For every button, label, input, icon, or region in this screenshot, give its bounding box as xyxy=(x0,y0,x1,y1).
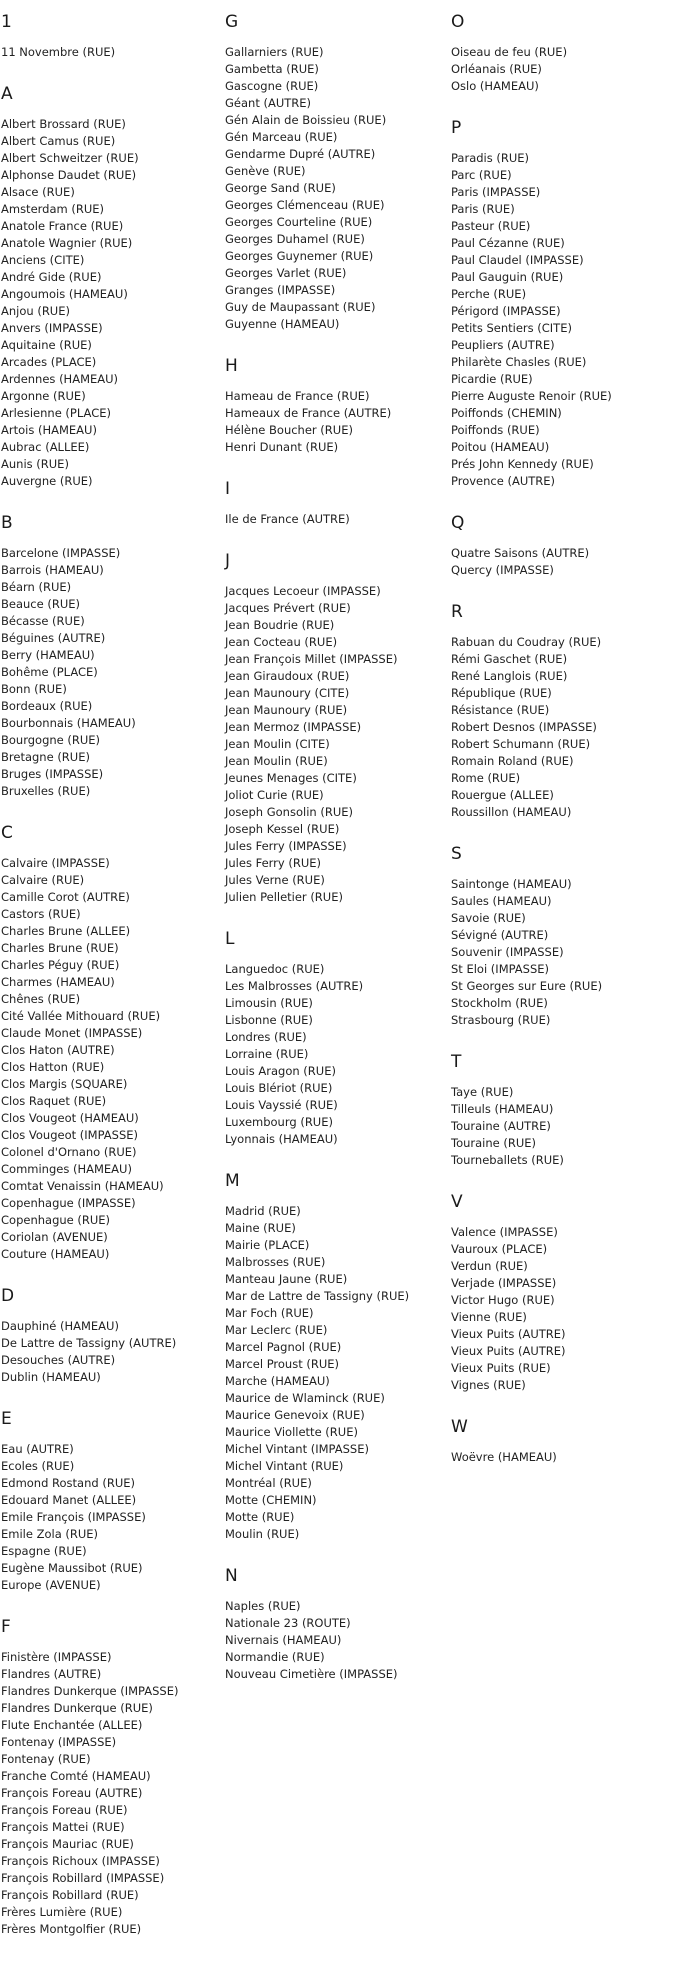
street-link[interactable]: Stockholm (RUE) xyxy=(451,996,548,1010)
street-link[interactable]: Flute Enchantée (ALLEE) xyxy=(1,1718,143,1732)
street-link[interactable]: Maurice Genevoix (RUE) xyxy=(225,1408,365,1422)
street-link[interactable]: Georges Duhamel (RUE) xyxy=(225,232,365,246)
street-link[interactable]: Castors (RUE) xyxy=(1,907,81,921)
street-link[interactable]: Perche (RUE) xyxy=(451,287,527,301)
street-link[interactable]: Savoie (RUE) xyxy=(451,911,526,925)
street-link[interactable]: Béguines (AUTRE) xyxy=(1,631,106,645)
letter-heading: G xyxy=(225,12,239,32)
letter-group xyxy=(451,12,671,95)
street-link[interactable]: Georges Varlet (RUE) xyxy=(225,266,347,280)
street-link[interactable]: Nouveau Cimetière (IMPASSE) xyxy=(225,1667,398,1681)
street-link[interactable]: Barcelone (IMPASSE) xyxy=(1,546,121,560)
street-link[interactable]: René Langlois (RUE) xyxy=(451,669,568,683)
street-link[interactable]: Guyenne (HAMEAU) xyxy=(225,317,340,331)
street-link[interactable]: Ile de France (AUTRE) xyxy=(225,512,350,526)
street-list xyxy=(451,150,671,490)
street-link[interactable]: Valence (IMPASSE) xyxy=(451,1225,558,1239)
letter-heading: W xyxy=(451,1417,468,1437)
letter-heading: A xyxy=(1,84,13,104)
street-link[interactable]: Jean Cocteau (RUE) xyxy=(225,635,338,649)
street-link[interactable]: Nationale 23 (ROUTE) xyxy=(225,1616,351,1630)
street-list xyxy=(451,1224,671,1394)
street-link[interactable]: Chênes (RUE) xyxy=(1,992,81,1006)
street-link[interactable]: Joliot Curie (RUE) xyxy=(225,788,324,802)
street-link[interactable]: Marcel Pagnol (RUE) xyxy=(225,1340,342,1354)
street-link[interactable]: Michel Vintant (RUE) xyxy=(225,1459,344,1473)
street-link[interactable]: Taye (RUE) xyxy=(451,1085,514,1099)
letter-heading: C xyxy=(1,823,13,843)
street-link[interactable]: Mairie (PLACE) xyxy=(225,1238,310,1252)
street-link[interactable]: Emile Zola (RUE) xyxy=(1,1527,99,1541)
street-link[interactable]: Béarn (RUE) xyxy=(1,580,72,594)
street-link[interactable]: Vieux Puits (AUTRE) xyxy=(451,1344,566,1358)
street-link[interactable]: Barrois (HAMEAU) xyxy=(1,563,104,577)
street-link[interactable]: Bécasse (RUE) xyxy=(1,614,85,628)
street-link[interactable]: Flandres (AUTRE) xyxy=(1,1667,102,1681)
street-link[interactable]: Géant (AUTRE) xyxy=(225,96,312,110)
street-list xyxy=(225,961,445,1148)
street-link[interactable]: Clos Vougeot (IMPASSE) xyxy=(1,1128,139,1142)
street-link[interactable]: Calvaire (RUE) xyxy=(1,873,85,887)
street-link[interactable]: Mar Foch (RUE) xyxy=(225,1306,314,1320)
street-link[interactable]: Argonne (RUE) xyxy=(1,389,86,403)
street-link[interactable]: Europe (AVENUE) xyxy=(1,1578,101,1592)
street-link[interactable]: Jacques Lecoeur (IMPASSE) xyxy=(225,584,381,598)
letter-group xyxy=(1,84,221,490)
street-list xyxy=(225,511,445,528)
letter-heading: L xyxy=(225,929,235,949)
street-link[interactable]: Vauroux (PLACE) xyxy=(451,1242,548,1256)
street-link[interactable]: Poitou (HAMEAU) xyxy=(451,440,550,454)
street-link[interactable]: Saules (HAMEAU) xyxy=(451,894,552,908)
street-link[interactable]: Languedoc (RUE) xyxy=(225,962,325,976)
street-link[interactable]: Jules Ferry (IMPASSE) xyxy=(225,839,347,853)
street-link[interactable]: Pasteur (RUE) xyxy=(451,219,531,233)
street-link[interactable]: François Foreau (RUE) xyxy=(1,1803,128,1817)
street-link[interactable]: Colonel d'Ornano (RUE) xyxy=(1,1145,137,1159)
street-link[interactable]: Desouches (AUTRE) xyxy=(1,1353,116,1367)
letter-heading: 1 xyxy=(1,12,12,32)
street-link[interactable]: Arlesienne (PLACE) xyxy=(1,406,111,420)
street-link[interactable]: Aubrac (ALLEE) xyxy=(1,440,90,454)
street-link[interactable]: Parc (RUE) xyxy=(451,168,512,182)
street-link[interactable]: Henri Dunant (RUE) xyxy=(225,440,339,454)
street-link[interactable]: Lorraine (RUE) xyxy=(225,1047,309,1061)
street-link[interactable]: Cité Vallée Mithouard (RUE) xyxy=(1,1009,161,1023)
street-link[interactable]: Edouard Manet (ALLEE) xyxy=(1,1493,137,1507)
letter-group xyxy=(1,1617,221,1938)
street-link[interactable]: Louis Aragon (RUE) xyxy=(225,1064,336,1078)
street-link[interactable]: François Robillard (IMPASSE) xyxy=(1,1871,165,1885)
street-link[interactable]: Hameaux de France (AUTRE) xyxy=(225,406,392,420)
letter-heading: F xyxy=(1,1617,11,1637)
street-link[interactable]: Dauphiné (HAMEAU) xyxy=(1,1319,119,1333)
letter-group xyxy=(451,1052,671,1169)
street-link[interactable]: Rémi Gaschet (RUE) xyxy=(451,652,568,666)
street-list xyxy=(1,1318,221,1386)
street-link[interactable]: Résistance (RUE) xyxy=(451,703,550,717)
street-link[interactable]: Provence (AUTRE) xyxy=(451,474,556,488)
street-link[interactable]: Tilleuls (HAMEAU) xyxy=(451,1102,554,1116)
street-link[interactable]: Coriolan (AVENUE) xyxy=(1,1230,108,1244)
street-link[interactable]: Bourbonnais (HAMEAU) xyxy=(1,716,136,730)
street-link[interactable]: Luxembourg (RUE) xyxy=(225,1115,333,1129)
street-list xyxy=(451,545,671,579)
street-list xyxy=(451,1084,671,1169)
street-link[interactable]: Orléanais (RUE) xyxy=(451,62,542,76)
street-link[interactable]: Louis Blériot (RUE) xyxy=(225,1081,333,1095)
street-link[interactable]: Clos Vougeot (HAMEAU) xyxy=(1,1111,139,1125)
street-link[interactable]: Julien Pelletier (RUE) xyxy=(225,890,343,904)
street-link[interactable]: Flandres Dunkerque (IMPASSE) xyxy=(1,1684,179,1698)
street-link[interactable]: Copenhague (IMPASSE) xyxy=(1,1196,136,1210)
street-link[interactable]: Montréal (RUE) xyxy=(225,1476,312,1490)
street-link[interactable]: Paul Gauguin (RUE) xyxy=(451,270,564,284)
street-link[interactable]: Paris (IMPASSE) xyxy=(451,185,541,199)
street-link[interactable]: Maurice de Wlaminck (RUE) xyxy=(225,1391,385,1405)
letter-group xyxy=(1,1409,221,1594)
street-link[interactable]: Clos Margis (SQUARE) xyxy=(1,1077,128,1091)
street-link[interactable]: Vieux Puits (RUE) xyxy=(451,1361,551,1375)
letter-group xyxy=(451,844,671,1029)
street-link[interactable]: Berry (HAMEAU) xyxy=(1,648,95,662)
street-link[interactable]: Louis Vayssié (RUE) xyxy=(225,1098,338,1112)
street-link[interactable]: Comtat Venaissin (HAMEAU) xyxy=(1,1179,164,1193)
street-link[interactable]: Touraine (RUE) xyxy=(451,1136,537,1150)
street-link[interactable]: Philarète Chasles (RUE) xyxy=(451,355,587,369)
letter-heading: R xyxy=(451,602,463,622)
street-link[interactable]: Gallarniers (RUE) xyxy=(225,45,324,59)
street-link[interactable]: Jean Maunoury (RUE) xyxy=(225,703,348,717)
letter-heading: Q xyxy=(451,513,465,533)
street-link[interactable]: Picardie (RUE) xyxy=(451,372,533,386)
letter-heading: J xyxy=(225,551,231,571)
letter-heading: M xyxy=(225,1171,240,1191)
street-link[interactable]: Woëvre (HAMEAU) xyxy=(451,1450,557,1464)
street-link[interactable]: De Lattre de Tassigny (AUTRE) xyxy=(1,1336,177,1350)
street-link[interactable]: Paradis (RUE) xyxy=(451,151,530,165)
street-link[interactable]: Poiffonds (CHEMIN) xyxy=(451,406,562,420)
street-link[interactable]: Georges Courteline (RUE) xyxy=(225,215,373,229)
street-link[interactable]: Lyonnais (HAMEAU) xyxy=(225,1132,338,1146)
letter-group xyxy=(225,12,445,333)
street-link[interactable]: Bourgogne (RUE) xyxy=(1,733,101,747)
street-link[interactable]: Mar Leclerc (RUE) xyxy=(225,1323,328,1337)
street-link[interactable]: Jean Giraudoux (RUE) xyxy=(225,669,350,683)
street-link[interactable]: Vieux Puits (AUTRE) xyxy=(451,1327,566,1341)
street-link[interactable]: Saintonge (HAMEAU) xyxy=(451,877,572,891)
street-link[interactable]: Normandie (RUE) xyxy=(225,1650,325,1664)
street-link[interactable]: Périgord (IMPASSE) xyxy=(451,304,561,318)
street-link[interactable]: Clos Hatton (RUE) xyxy=(1,1060,105,1074)
street-link[interactable]: Angoumois (HAMEAU) xyxy=(1,287,128,301)
street-link[interactable]: Vignes (RUE) xyxy=(451,1378,526,1392)
street-link[interactable]: George Sand (RUE) xyxy=(225,181,336,195)
street-link[interactable]: Romain Roland (RUE) xyxy=(451,754,574,768)
street-link[interactable]: Manteau Jaune (RUE) xyxy=(225,1272,348,1286)
street-link[interactable]: Eau (AUTRE) xyxy=(1,1442,74,1456)
street-link[interactable]: Georges Guynemer (RUE) xyxy=(225,249,374,263)
street-link[interactable]: François Foreau (AUTRE) xyxy=(1,1786,143,1800)
street-link[interactable]: Rome (RUE) xyxy=(451,771,521,785)
street-link[interactable]: Moulin (RUE) xyxy=(225,1527,300,1541)
street-link[interactable]: Joseph Gonsolin (RUE) xyxy=(225,805,353,819)
street-link[interactable]: Anjou (RUE) xyxy=(1,304,70,318)
street-list xyxy=(451,1449,671,1466)
street-list xyxy=(1,44,221,61)
street-link[interactable]: Clos Haton (AUTRE) xyxy=(1,1043,115,1057)
street-link[interactable]: Artois (HAMEAU) xyxy=(1,423,97,437)
street-link[interactable]: François Mauriac (RUE) xyxy=(1,1837,134,1851)
letter-heading: H xyxy=(225,356,238,376)
street-link[interactable]: Motte (CHEMIN) xyxy=(225,1493,317,1507)
street-link[interactable]: Couture (HAMEAU) xyxy=(1,1247,110,1261)
street-link[interactable]: Fontenay (IMPASSE) xyxy=(1,1735,117,1749)
street-link[interactable]: Sévigné (AUTRE) xyxy=(451,928,549,942)
index-column xyxy=(225,12,445,1706)
street-link[interactable]: Charles Péguy (RUE) xyxy=(1,958,120,972)
street-link[interactable]: Alphonse Daudet (RUE) xyxy=(1,168,137,182)
street-link[interactable]: Albert Schweitzer (RUE) xyxy=(1,151,139,165)
street-link[interactable]: Robert Schumann (RUE) xyxy=(451,737,591,751)
street-link[interactable]: Prés John Kennedy (RUE) xyxy=(451,457,594,471)
street-link[interactable]: Beauce (RUE) xyxy=(1,597,81,611)
street-link[interactable]: Souvenir (IMPASSE) xyxy=(451,945,564,959)
street-link[interactable]: Frères Lumière (RUE) xyxy=(1,1905,123,1919)
street-link[interactable]: Finistère (IMPASSE) xyxy=(1,1650,112,1664)
letter-group xyxy=(451,1417,671,1466)
street-link[interactable]: Comminges (HAMEAU) xyxy=(1,1162,132,1176)
street-link[interactable]: Albert Brossard (RUE) xyxy=(1,117,126,131)
street-link[interactable]: Malbrosses (RUE) xyxy=(225,1255,326,1269)
letter-heading: E xyxy=(1,1409,12,1429)
street-link[interactable]: Gén Marceau (RUE) xyxy=(225,130,338,144)
street-link[interactable]: Madrid (RUE) xyxy=(225,1204,301,1218)
street-list xyxy=(1,116,221,490)
letter-group xyxy=(1,12,221,61)
street-link[interactable]: Paul Claudel (IMPASSE) xyxy=(451,253,584,267)
letter-heading: I xyxy=(225,479,231,499)
street-link[interactable]: Quatre Saisons (AUTRE) xyxy=(451,546,590,560)
street-link[interactable]: Camille Corot (AUTRE) xyxy=(1,890,130,904)
street-link[interactable]: Nivernais (HAMEAU) xyxy=(225,1633,342,1647)
letter-heading: S xyxy=(451,844,462,864)
street-link[interactable]: Gambetta (RUE) xyxy=(225,62,319,76)
street-link[interactable]: Hélène Boucher (RUE) xyxy=(225,423,353,437)
street-link[interactable]: Ecoles (RUE) xyxy=(1,1459,75,1473)
street-list xyxy=(451,44,671,95)
letter-group xyxy=(225,551,445,906)
street-link[interactable]: 11 Novembre (RUE) xyxy=(1,45,116,59)
street-link[interactable]: Roussillon (HAMEAU) xyxy=(451,805,572,819)
street-list xyxy=(451,634,671,821)
letter-group xyxy=(225,1566,445,1683)
street-link[interactable]: Jeunes Menages (CITE) xyxy=(225,771,357,785)
street-link[interactable]: Touraine (AUTRE) xyxy=(451,1119,551,1133)
street-link[interactable]: Granges (IMPASSE) xyxy=(225,283,336,297)
street-link[interactable]: Lisbonne (RUE) xyxy=(225,1013,313,1027)
street-link[interactable]: Gendarme Dupré (AUTRE) xyxy=(225,147,376,161)
street-link[interactable]: Verdun (RUE) xyxy=(451,1259,528,1273)
street-list xyxy=(225,1203,445,1543)
street-link[interactable]: Aquitaine (RUE) xyxy=(1,338,92,352)
street-link[interactable]: Calvaire (IMPASSE) xyxy=(1,856,110,870)
street-list xyxy=(1,1649,221,1938)
letter-group xyxy=(451,602,671,821)
street-link[interactable]: Espagne (RUE) xyxy=(1,1544,87,1558)
street-link[interactable]: Jules Verne (RUE) xyxy=(225,873,325,887)
street-link[interactable]: Charles Brune (RUE) xyxy=(1,941,119,955)
street-link[interactable]: Quercy (IMPASSE) xyxy=(451,563,554,577)
letter-group xyxy=(1,823,221,1263)
street-link[interactable]: Jean Mermoz (IMPASSE) xyxy=(225,720,362,734)
street-link[interactable]: Anatole Wagnier (RUE) xyxy=(1,236,133,250)
street-link[interactable]: Gascogne (RUE) xyxy=(225,79,319,93)
street-link[interactable]: Mar de Lattre de Tassigny (RUE) xyxy=(225,1289,410,1303)
street-link[interactable]: Maurice Viollette (RUE) xyxy=(225,1425,358,1439)
street-link[interactable]: St Georges sur Eure (RUE) xyxy=(451,979,603,993)
street-link[interactable]: Frères Montgolfier (RUE) xyxy=(1,1922,142,1936)
street-link[interactable]: Oiseau de feu (RUE) xyxy=(451,45,568,59)
letter-group xyxy=(225,929,445,1148)
street-link[interactable]: Jean Moulin (CITE) xyxy=(225,737,330,751)
street-link[interactable]: Copenhague (RUE) xyxy=(1,1213,111,1227)
street-link[interactable]: Maine (RUE) xyxy=(225,1221,296,1235)
letter-heading: B xyxy=(1,513,13,533)
street-link[interactable]: Petits Sentiers (CITE) xyxy=(451,321,572,335)
street-link[interactable]: Oslo (HAMEAU) xyxy=(451,79,539,93)
street-list xyxy=(225,1598,445,1683)
street-link[interactable]: Arcades (PLACE) xyxy=(1,355,97,369)
street-link[interactable]: Peupliers (AUTRE) xyxy=(451,338,555,352)
street-link[interactable]: Michel Vintant (IMPASSE) xyxy=(225,1442,369,1456)
street-link[interactable]: Joseph Kessel (RUE) xyxy=(225,822,340,836)
street-list xyxy=(1,1441,221,1594)
street-link[interactable]: Rabuan du Coudray (RUE) xyxy=(451,635,602,649)
street-link[interactable]: Franche Comté (HAMEAU) xyxy=(1,1769,151,1783)
street-link[interactable]: Limousin (RUE) xyxy=(225,996,313,1010)
street-link[interactable]: Marche (HAMEAU) xyxy=(225,1374,330,1388)
letter-heading: D xyxy=(1,1286,15,1306)
street-link[interactable]: Guy de Maupassant (RUE) xyxy=(225,300,376,314)
street-link[interactable]: Gén Alain de Boissieu (RUE) xyxy=(225,113,387,127)
street-link[interactable]: Bohême (PLACE) xyxy=(1,665,98,679)
street-link[interactable]: François Richoux (IMPASSE) xyxy=(1,1854,160,1868)
street-link[interactable]: Londres (RUE) xyxy=(225,1030,307,1044)
street-link[interactable]: Georges Clémenceau (RUE) xyxy=(225,198,385,212)
street-link[interactable]: François Mattei (RUE) xyxy=(1,1820,125,1834)
street-link[interactable]: Genève (RUE) xyxy=(225,164,306,178)
letter-group xyxy=(1,513,221,800)
street-link[interactable]: Jean François Millet (IMPASSE) xyxy=(225,652,398,666)
street-link[interactable]: St Eloi (IMPASSE) xyxy=(451,962,550,976)
letter-heading: O xyxy=(451,12,465,32)
street-link[interactable]: Motte (RUE) xyxy=(225,1510,295,1524)
street-list xyxy=(225,583,445,906)
street-link[interactable]: Jean Moulin (RUE) xyxy=(225,754,328,768)
street-link[interactable]: Jacques Prévert (RUE) xyxy=(225,601,351,615)
street-link[interactable]: Alsace (RUE) xyxy=(1,185,75,199)
street-list xyxy=(451,876,671,1029)
letter-group xyxy=(1,1286,221,1386)
street-link[interactable]: Amsterdam (RUE) xyxy=(1,202,105,216)
letter-heading: T xyxy=(451,1052,462,1072)
street-link[interactable]: Edmond Rostand (RUE) xyxy=(1,1476,135,1490)
street-link[interactable]: Strasbourg (RUE) xyxy=(451,1013,551,1027)
street-link[interactable]: Fontenay (RUE) xyxy=(1,1752,91,1766)
street-link[interactable]: Bretagne (RUE) xyxy=(1,750,90,764)
letter-group xyxy=(225,1171,445,1543)
street-link[interactable]: Les Malbrosses (AUTRE) xyxy=(225,979,364,993)
letter-group xyxy=(451,1192,671,1394)
street-link[interactable]: République (RUE) xyxy=(451,686,552,700)
street-link[interactable]: Victor Hugo (RUE) xyxy=(451,1293,555,1307)
street-link[interactable]: André Gide (RUE) xyxy=(1,270,102,284)
letter-group xyxy=(451,513,671,579)
street-list xyxy=(225,388,445,456)
street-link[interactable]: Anciens (CITE) xyxy=(1,253,85,267)
street-link[interactable]: Flandres Dunkerque (RUE) xyxy=(1,1701,153,1715)
street-link[interactable]: Bruxelles (RUE) xyxy=(1,784,91,798)
street-link[interactable]: Bruges (IMPASSE) xyxy=(1,767,104,781)
street-link[interactable]: Charmes (HAMEAU) xyxy=(1,975,115,989)
letter-group xyxy=(451,118,671,490)
street-link[interactable]: Eugène Maussibot (RUE) xyxy=(1,1561,143,1575)
street-link[interactable]: Paul Cézanne (RUE) xyxy=(451,236,565,250)
street-link[interactable]: Pierre Auguste Renoir (RUE) xyxy=(451,389,612,403)
street-link[interactable]: Emile François (IMPASSE) xyxy=(1,1510,146,1524)
letter-group xyxy=(225,356,445,456)
street-link[interactable]: Robert Desnos (IMPASSE) xyxy=(451,720,597,734)
street-link[interactable]: Jules Ferry (RUE) xyxy=(225,856,322,870)
street-link[interactable]: Charles Brune (ALLEE) xyxy=(1,924,131,938)
street-link[interactable]: Verjade (IMPASSE) xyxy=(451,1276,557,1290)
street-link[interactable]: Jean Maunoury (CITE) xyxy=(225,686,350,700)
street-link[interactable]: Naples (RUE) xyxy=(225,1599,301,1613)
street-link[interactable]: Poiffonds (RUE) xyxy=(451,423,540,437)
street-list xyxy=(1,855,221,1263)
street-link[interactable]: François Robillard (RUE) xyxy=(1,1888,139,1902)
street-link[interactable]: Hameau de France (RUE) xyxy=(225,389,370,403)
street-link[interactable]: Anatole France (RUE) xyxy=(1,219,124,233)
street-link[interactable]: Paris (RUE) xyxy=(451,202,515,216)
street-link[interactable]: Ardennes (HAMEAU) xyxy=(1,372,119,386)
street-link[interactable]: Rouergue (ALLEE) xyxy=(451,788,554,802)
street-link[interactable]: Dublin (HAMEAU) xyxy=(1,1370,101,1384)
street-link[interactable]: Tourneballets (RUE) xyxy=(451,1153,564,1167)
letter-heading: V xyxy=(451,1192,463,1212)
street-link[interactable]: Bordeaux (RUE) xyxy=(1,699,93,713)
street-link[interactable]: Vienne (RUE) xyxy=(451,1310,527,1324)
street-link[interactable]: Aunis (RUE) xyxy=(1,457,69,471)
street-link[interactable]: Clos Raquet (RUE) xyxy=(1,1094,107,1108)
street-link[interactable]: Claude Monet (IMPASSE) xyxy=(1,1026,143,1040)
index-column xyxy=(451,12,671,1489)
letter-heading: P xyxy=(451,118,462,138)
letter-group xyxy=(225,479,445,528)
index-column xyxy=(1,12,221,1961)
street-list xyxy=(1,545,221,800)
street-link[interactable]: Marcel Proust (RUE) xyxy=(225,1357,340,1371)
street-link[interactable]: Bonn (RUE) xyxy=(1,682,67,696)
street-link[interactable]: Anvers (IMPASSE) xyxy=(1,321,103,335)
street-link[interactable]: Auvergne (RUE) xyxy=(1,474,93,488)
letter-heading: N xyxy=(225,1566,238,1586)
street-link[interactable]: Jean Boudrie (RUE) xyxy=(225,618,335,632)
street-link[interactable]: Albert Camus (RUE) xyxy=(1,134,116,148)
street-list xyxy=(225,44,445,333)
